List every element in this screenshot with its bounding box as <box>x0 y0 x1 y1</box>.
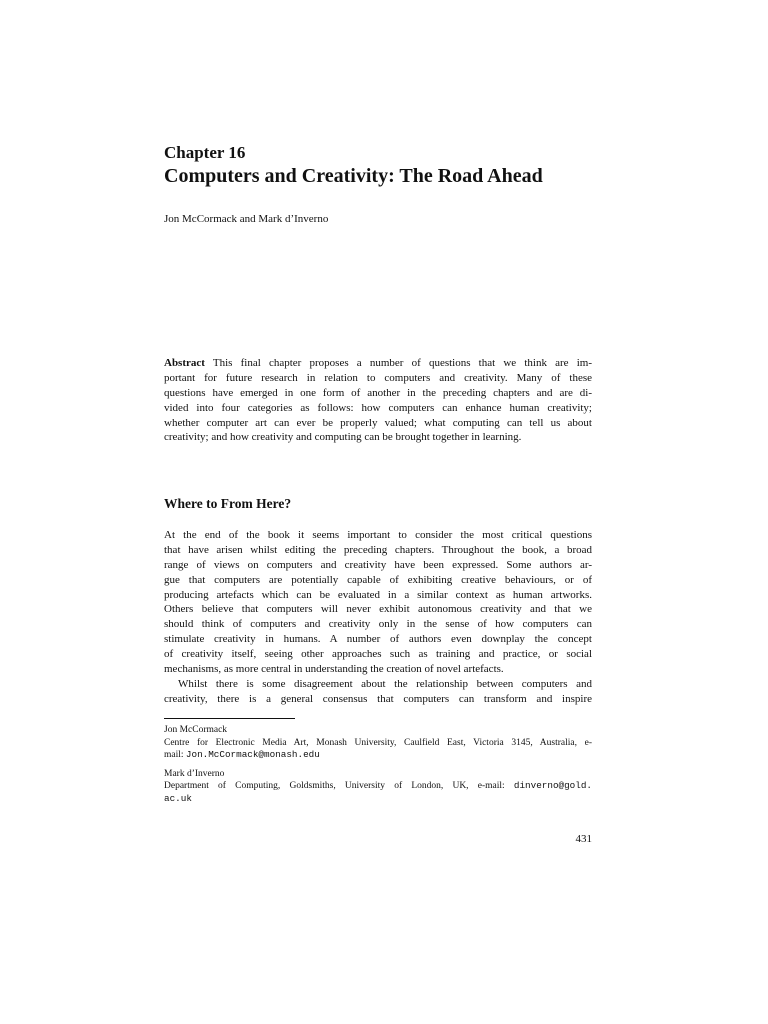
footnote-affiliation: Department of Computing, Goldsmiths, University of London, UK, e-mail: dinverno@gold. <box>164 780 592 792</box>
footnote-author-name: Jon McCormack <box>164 725 228 735</box>
abstract-line: Abstract This final chapter proposes a number of questions that we think are im- <box>164 357 592 369</box>
chapter-authors: Jon McCormack and Mark d’Inverno <box>164 213 329 225</box>
footnotes <box>164 724 592 806</box>
abstract-line: vided into four categories as follows: how computers can enhance human creativity; <box>164 401 592 414</box>
abstract-line: creativity; and how creativity and computing can be brought together in learning. <box>164 431 522 444</box>
footnote-email-line: mail: Jon.McCormack@monash.edu <box>164 749 320 761</box>
body-line: that have arisen whilst editing the preceding chapters. Throughout the book, a broad <box>164 543 592 556</box>
body-line: Others believe that computers will never exhibit autonomous creativity and that we <box>164 603 592 616</box>
abstract-heading: Abstract <box>164 357 205 369</box>
chapter-label: Chapter 16 <box>164 143 246 162</box>
document-page <box>164 0 592 1024</box>
body-line: range of views on computers and creativity have been expressed. Some authors ar- <box>164 558 592 571</box>
body-text <box>164 528 592 707</box>
body-line: At the end of the book it seems important to consider the most critical questions <box>164 529 592 541</box>
abstract-line: questions have emerged in one form of another in the preceding chapters and are di- <box>164 386 592 399</box>
footnote-email-line <box>164 793 592 806</box>
body-line: gue that computers are potentially capable of exhibiting creative behaviours, or of <box>164 573 592 586</box>
abstract-block <box>164 356 592 445</box>
body-line: Whilst there is some disagreement about the relationship between computers and <box>178 677 592 690</box>
body-line: mechanisms, as more central in understanding the creation of novel artefacts. <box>164 663 504 676</box>
body-line: stimulate creativity in humans. A number of authors even downplay the concept <box>164 633 592 646</box>
chapter-title: Computers and Creativity: The Road Ahead <box>164 165 543 187</box>
body-line: creativity, there is a general consensus that computers can transform and inspire <box>164 692 592 705</box>
email-link[interactable]: ac.uk <box>164 792 192 804</box>
footnote-rule <box>164 718 295 719</box>
footnote-author-name: Mark d’Inverno <box>164 768 225 779</box>
section-heading: Where to From Here? <box>164 496 292 511</box>
abstract-line: portant for future research in relation to computers and creativity. Many of these <box>164 371 592 384</box>
page-number: 431 <box>575 833 592 845</box>
footnote-affiliation: Centre for Electronic Media Art, Monash University, Caulfield East, Victoria 3145, Australia, e- <box>164 737 592 748</box>
body-line: of creativity itself, seeing other approaches such as training and practice, or social <box>164 648 592 661</box>
body-line: should think of computers and creativity only in the sense of how computers can <box>164 618 592 631</box>
abstract-line: whether computer art can ever be properly valued; what computing can tell us about <box>164 416 592 429</box>
body-line: producing artefacts which can be evaluated in a similar context as human artworks. <box>164 588 592 601</box>
email-link[interactable]: dinverno@gold. <box>513 780 592 792</box>
email-link[interactable]: Jon.McCormack@monash.edu <box>185 749 320 761</box>
